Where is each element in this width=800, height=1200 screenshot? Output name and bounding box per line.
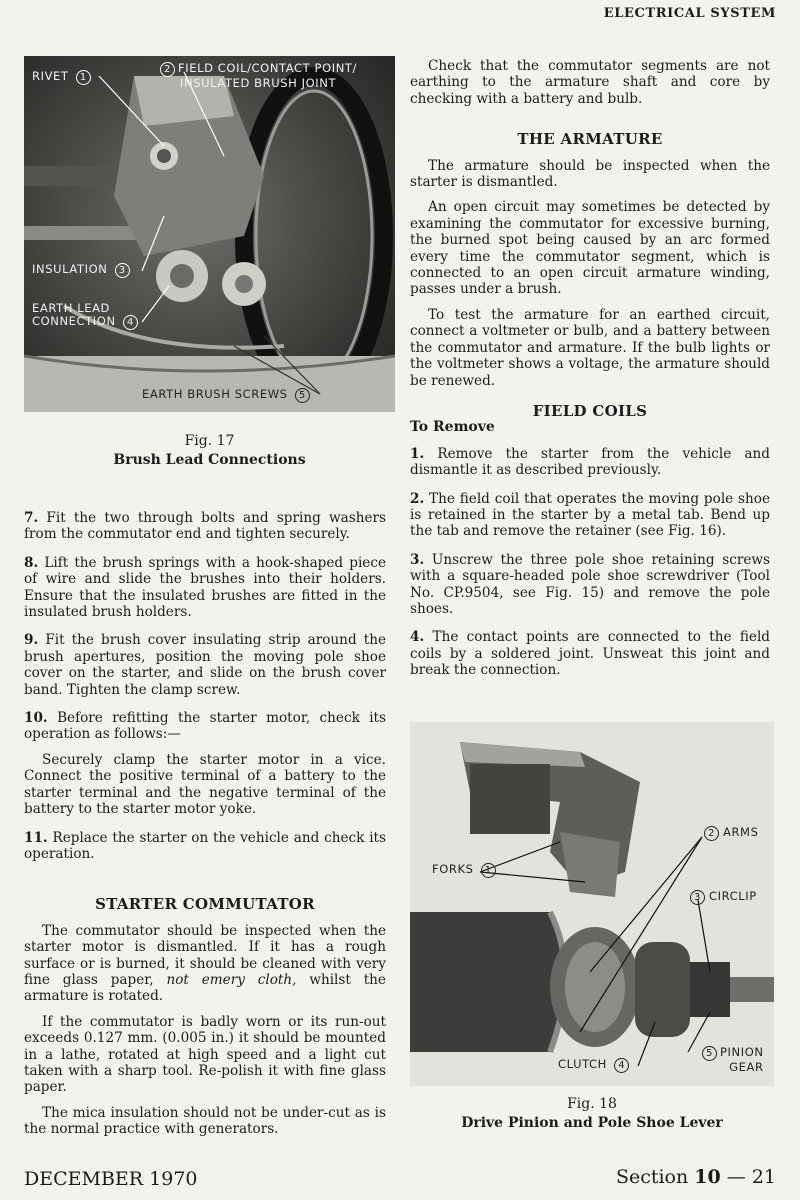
field-step-3: 3. Unscrew the three pole shoe retaining screws with a square-headed pole shoe screwdriver (Tool No. CP.9504, see Fig. 15) and remove the pole shoes. [410, 551, 770, 617]
fig17-photo [24, 56, 395, 412]
callout-number: 5 [702, 1046, 717, 1061]
step-10: 10. Before refitting the starter motor, check its operation as follows:— [24, 710, 386, 743]
field-coils-heading: FIELD COILS [532, 401, 648, 420]
to-remove-subheading: To Remove [410, 419, 495, 436]
armature-check-para: Check that the commutator segments are not earthing to the armature shaft and core by checking with a battery and bulb. [410, 58, 770, 107]
callout-earth-lead: EARTH LEAD CONNECTION 4 [32, 302, 138, 330]
callout-rivet: RIVET 1 [32, 70, 91, 85]
field-step-1: 1. Remove the starter from the vehicle and dismantle it as described previously. [410, 445, 770, 479]
step-8: 8. Lift the brush springs with a hook-shaped piece of wire and slide the brushes into their holders. Ensure that the insulated brushes are fitted in the insulated brush holders. [24, 554, 386, 621]
field-step-4: 4. The contact points are connected to the field coils by a soldered joint. Unsweat this joint and break the connection. [410, 629, 770, 679]
fig18-photo [410, 722, 774, 1086]
footer-section-number: 10 [694, 1166, 721, 1188]
callout-number: 1 [76, 70, 91, 85]
armature-para-1: The armature should be inspected when the starter is dismantled. [410, 157, 770, 191]
callout-clutch: CLUTCH 4 [558, 1058, 629, 1073]
footer-section: Section 10 — 21 [615, 1166, 776, 1188]
callout-insulation: INSULATION 3 [32, 263, 130, 278]
commutator-para-3: The mica insulation should not be under-cut as is the normal practice with generators. [24, 1104, 386, 1138]
step-9: 9. Fit the brush cover insulating strip around the brush apertures, position the moving pole shoe cover on the starter, and slide on the brush cover band. Tighten the clamp screw. [24, 632, 386, 698]
callout-number: 3 [690, 890, 705, 905]
fig17-caption-block [24, 432, 395, 470]
field-step-2: 2. The field coil that operates the moving pole shoe is retained in the starter by a metal tab. Bend up the tab and remove the retainer (see Fig. 16). [410, 490, 770, 540]
fig17-label: Fig. 17 [184, 433, 235, 449]
step-7: 7. Fit the two through bolts and spring washers from the commutator end and tighten securely. [24, 510, 386, 543]
fig18-caption: Drive Pinion and Pole Shoe Lever [461, 1115, 723, 1131]
callout-forks: FORKS 1 [432, 863, 496, 878]
left-column [24, 510, 386, 1147]
callout-number: 1 [481, 863, 496, 878]
callout-number: 2 [704, 826, 719, 841]
step-11: 11. Replace the starter on the vehicle and check its operation. [24, 829, 386, 862]
fig17-illustration [24, 56, 395, 412]
callout-circlip: 3 CIRCLIP [690, 890, 757, 905]
commutator-heading: STARTER COMMUTATOR [95, 895, 315, 914]
step-10-detail: Securely clamp the starter motor in a vice. Connect the positive terminal of a battery to the starter terminal and the negative terminal of the battery to the starter motor yoke. [24, 751, 386, 818]
fig18-caption-block [410, 1095, 774, 1133]
fig17-caption: Brush Lead Connections [113, 452, 306, 468]
callout-number: 4 [123, 315, 138, 330]
callout-field-coil: 2 FIELD COIL/CONTACT POINT/ INSULATED BRUSH JOINT [160, 62, 357, 90]
armature-para-3: To test the armature for an earthed circuit, connect a voltmeter or bulb, and a battery between the commutator and armature. If the bulb lights or the voltmeter shows a voltage, the armature should be renewed. [410, 306, 770, 389]
commutator-para-1: The commutator should be inspected when the starter motor is dismantled. If it has a rough surface or is burned, it should be cleaned with very fine glass paper, not emery cloth, whilst the armature is rotated. [24, 922, 386, 1005]
commutator-para-2: If the commutator is badly worn or its run-out exceeds 0.127 mm. (0.005 in.) it should be mounted in a lathe, rotated at high speed and a light cut taken with a sharp tool. Re-polish it with fine glass paper. [24, 1013, 386, 1096]
footer-date: DECEMBER 1970 [24, 1168, 198, 1190]
callout-arms: 2 ARMS [704, 826, 758, 841]
callout-number: 3 [115, 263, 130, 278]
fig18-label: Fig. 18 [567, 1096, 617, 1112]
right-column [410, 58, 770, 688]
callout-earth-brush-screws: EARTH BRUSH SCREWS 5 [142, 388, 310, 403]
running-header: ELECTRICAL SYSTEM [603, 6, 776, 21]
armature-heading: THE ARMATURE [517, 130, 663, 149]
callout-number: 2 [160, 62, 175, 77]
callout-number: 5 [295, 388, 310, 403]
armature-para-2: An open circuit may sometimes be detected by examining the commutator for excessive burning, the burned spot being caused by an arc formed every time the commutator segment, which is connected to an open circuit armature winding, passes under a brush. [410, 199, 770, 298]
callout-pinion-gear: 5 PINION GEAR [702, 1046, 764, 1074]
callout-number: 4 [614, 1058, 629, 1073]
